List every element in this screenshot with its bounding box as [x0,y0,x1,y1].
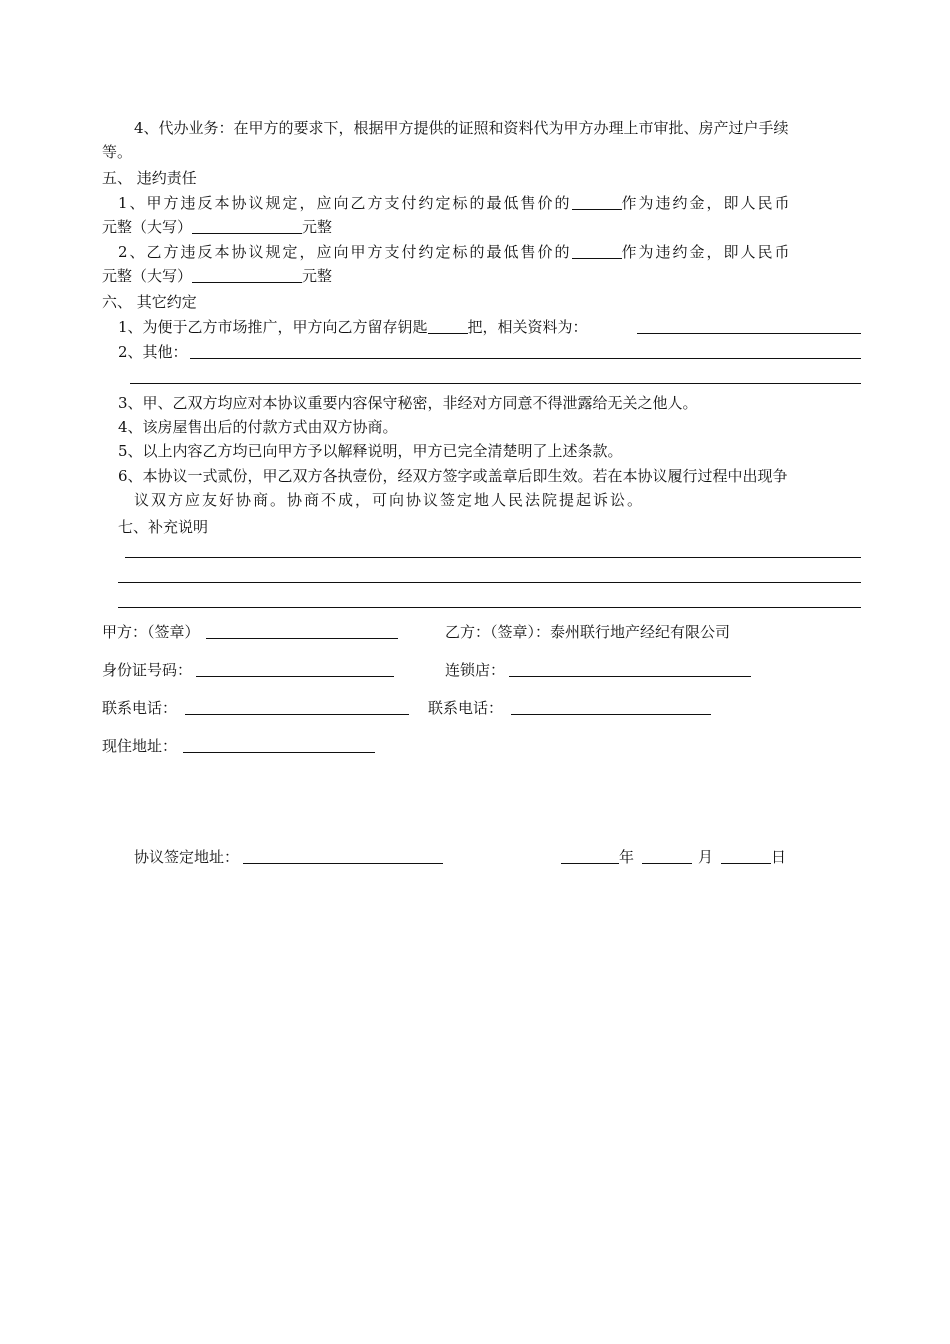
sign-date [561,847,786,867]
chain-store [445,660,751,680]
phone-a [102,698,409,718]
chain-store-field[interactable] [509,660,751,677]
item-text: 元整 [302,218,333,236]
blank-penalty-rate[interactable] [572,193,622,210]
item-text: 元整 [302,267,333,285]
section-5-item-1-line-1 [118,193,792,213]
section-6-item-4: 4、该房屋售出后的付款方式由双方协商。 [118,418,398,436]
month-field[interactable] [642,847,692,864]
sign-place-field[interactable] [243,847,443,864]
section-6-item-6-line-1: 6、本协议一式贰份，甲乙双方各执壹份，经双方签字或盖章后即生效。若在本协议履行过程中出现争 [118,467,788,485]
item-text: 元整（大写） [102,218,193,236]
blank-supplement-line-3[interactable] [118,607,861,608]
blank-penalty-rate[interactable] [572,242,622,259]
item-4-line-1: 4、代办业务：在甲方的要求下，根据甲方提供的证照和资料代为甲方办理上市审批、房产过户手续 [134,119,789,137]
blank-amount-capital[interactable] [192,266,302,283]
blank-key-count[interactable] [428,317,468,334]
address [102,736,375,756]
section-6-item-3: 3、甲、乙双方均应对本协议重要内容保守秘密，非经对方同意不得泄露给无关之他人。 [118,394,698,412]
blank-other-line-1[interactable] [190,358,861,359]
blank-other-line-2[interactable] [130,383,861,384]
id-number [102,660,394,680]
section-6-item-6-line-2: 议双方应友好协商。协商不成，可向协议签定地人民法院提起诉讼。 [134,491,645,509]
item-text: 把，相关资料为： [467,318,588,336]
day-label: 日 [771,848,787,866]
address-field[interactable] [183,736,375,753]
item-text: 2、乙方违反本协议规定，应向甲方支付约定标的最低售价的 [118,243,572,261]
party-b-signature: 乙方：（签章）：泰州联行地产经纪有限公司 [445,623,731,641]
item-text: 1、为便于乙方市场推广，甲方向乙方留存钥匙 [118,318,428,336]
section-5-item-2-line-2 [102,266,332,286]
blank-amount-capital[interactable] [192,217,302,234]
item-text: 作为违约金，即人民币 [621,243,792,261]
item-text: 元整（大写） [102,267,193,285]
item-4-line-2: 等。 [102,143,133,161]
phone-a-field[interactable] [185,698,409,715]
label: 现住地址： [102,737,178,755]
item-text: 1、甲方违反本协议规定，应向乙方支付约定标的最低售价的 [118,194,572,212]
section-6-item-1 [118,317,588,337]
sign-place [134,847,443,867]
blank-supplement-line-1[interactable] [125,557,861,558]
label: 甲方：（签章） [102,623,200,641]
item-text: 作为违约金，即人民币 [621,194,792,212]
label: 联系电话： [428,699,504,717]
blank-related-materials[interactable] [637,333,861,334]
blank-supplement-line-2[interactable] [118,582,861,583]
phone-b [428,698,711,718]
label: 协议签定地址： [134,848,240,866]
label: 身份证号码： [102,661,193,679]
label: 联系电话： [102,699,178,717]
section-5-heading: 五、 违约责任 [102,169,197,187]
phone-b-field[interactable] [511,698,711,715]
id-number-field[interactable] [196,660,394,677]
day-field[interactable] [721,847,771,864]
section-5-item-2-line-1 [118,242,792,262]
party-a-signature-field[interactable] [206,622,398,639]
section-6-heading: 六、 其它约定 [102,293,197,311]
section-6-item-5: 5、以上内容乙方均已向甲方予以解释说明，甲方已完全清楚明了上述条款。 [118,442,623,460]
month-label: 月 [698,848,714,866]
year-field[interactable] [561,847,619,864]
section-7-heading: 七、补充说明 [118,518,209,536]
year-label: 年 [619,848,635,866]
label: 连锁店： [445,661,506,679]
party-a-signature [102,622,398,642]
section-6-item-2: 2、其他： [118,343,188,361]
section-5-item-1-line-2 [102,217,332,237]
